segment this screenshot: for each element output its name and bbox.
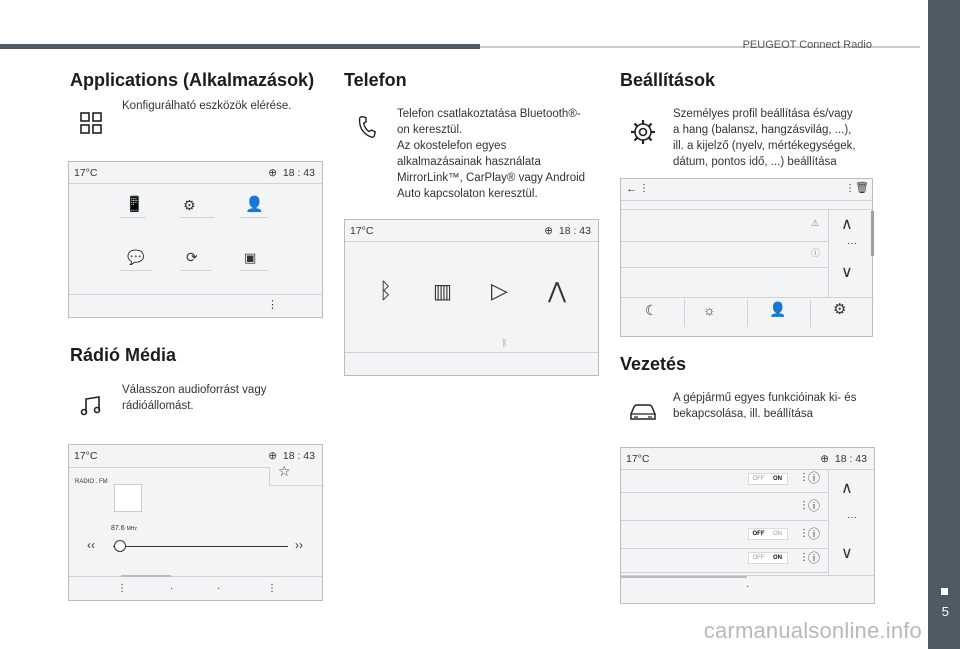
more-icon[interactable]: ⋮	[799, 472, 809, 483]
divider	[121, 217, 146, 218]
android-auto-icon[interactable]: ⋀	[548, 278, 567, 303]
settings-cycle-icon[interactable]: ⟳	[186, 249, 198, 265]
info-icon[interactable]: ⓘ	[808, 471, 821, 485]
music-note-icon	[80, 395, 102, 417]
applications-title: Applications (Alkalmazások)	[70, 70, 315, 90]
header-bar	[0, 44, 480, 49]
temperature: 17°C	[74, 167, 98, 179]
bluetooth-icon[interactable]: ᛒ	[379, 278, 393, 303]
telefon-desc: Telefon csatlakoztatása Bluetooth®- on keresztül. Az okostelefon egyes alkalmazásainak használata MirrorLink™, CarPlay® vagy Android Auto kapcsolaton keresztül.	[397, 108, 586, 200]
mirrorlink-icon[interactable]: ▥	[433, 281, 452, 303]
telefon-title: Telefon	[344, 70, 407, 90]
more-icon[interactable]: ⋮	[799, 528, 809, 539]
radio-desc: Válasszon audioforrást vagy rádióállomást.	[122, 384, 267, 412]
status-bar	[69, 162, 322, 184]
station-artwork	[114, 484, 142, 512]
divider	[269, 467, 270, 485]
settings-screen	[620, 178, 873, 337]
info-icon[interactable]: ⓘ	[808, 551, 821, 565]
gps-icon: ⊕	[820, 453, 830, 465]
clock: ⊕ 18 : 43	[268, 450, 315, 462]
contacts-card-icon[interactable]: ▣	[244, 250, 257, 265]
car-icon	[628, 402, 658, 422]
bluetooth-status-icon: ᛒ	[502, 338, 508, 348]
radio-screen	[68, 444, 323, 601]
tuning-bar[interactable]	[113, 546, 288, 547]
scroll-up-icon[interactable]: ∧	[841, 216, 853, 233]
profile-icon[interactable]: 👤	[769, 301, 787, 317]
dot-icon[interactable]: ·	[746, 581, 750, 592]
gps-icon: ⊕	[268, 167, 278, 179]
feature-toggle[interactable]: OFF ON	[748, 528, 788, 540]
info-icon: ⓘ	[811, 248, 821, 258]
side-strip	[928, 0, 960, 649]
gps-icon: ⊕	[268, 450, 278, 462]
divider	[621, 241, 828, 242]
profile-icon[interactable]: 👤	[245, 196, 264, 213]
page-number: 5	[941, 604, 949, 619]
feature-toggle[interactable]: OFF ON	[748, 552, 788, 564]
page-dots: ···	[847, 238, 857, 249]
divider	[621, 520, 828, 521]
divider	[121, 270, 151, 271]
clock: ⊕ 18 : 43	[544, 225, 591, 237]
temperature: 17°C	[74, 450, 98, 462]
divider	[621, 267, 828, 268]
divider	[269, 485, 324, 486]
seek-back-icon[interactable]: ‹‹	[87, 538, 95, 552]
bottom-bar	[621, 575, 874, 603]
clock: ⊕ 18 : 43	[268, 167, 315, 179]
apps-grid-icon	[80, 112, 102, 134]
moon-icon[interactable]: ☾	[645, 302, 658, 318]
bottom-bar	[69, 576, 322, 600]
tuning-cursor[interactable]	[114, 540, 126, 552]
trip-computer-icon[interactable]: ⚙	[183, 197, 196, 213]
divider	[239, 217, 269, 218]
divider	[181, 270, 211, 271]
phone-icon	[356, 116, 378, 138]
more-icon[interactable]: ⋮	[799, 500, 809, 511]
divider	[621, 297, 874, 298]
page-dots: ···	[847, 512, 857, 523]
bottom-bar	[69, 294, 322, 317]
warning-icon: ⚠	[811, 218, 820, 228]
telefon-screen	[344, 219, 599, 376]
connected-apps-icon[interactable]: 📱	[125, 196, 144, 213]
divider	[828, 470, 829, 576]
tab-indicator	[621, 576, 747, 578]
vezetes-title: Vezetés	[620, 354, 687, 374]
tab-indicator	[121, 575, 171, 577]
help-icon[interactable]: 💬	[127, 249, 145, 265]
status-bar	[621, 179, 872, 201]
day-night-icon[interactable]: ☼	[703, 302, 716, 318]
more-icon[interactable]: ⋮	[799, 552, 809, 563]
clock: ⊕ 18 : 43	[820, 453, 867, 465]
radio-title: Rádió Média	[70, 345, 177, 365]
applications-screen	[68, 161, 323, 318]
star-icon[interactable]: ☆	[278, 463, 291, 479]
divider	[810, 299, 811, 327]
divider	[69, 467, 269, 468]
info-icon[interactable]: ⓘ	[808, 499, 821, 513]
dot-icon[interactable]: ·	[217, 583, 221, 594]
side-marker	[941, 588, 948, 595]
applications-desc: Konfigurálható eszközök elérése.	[122, 100, 292, 112]
divider	[747, 299, 748, 327]
radio-band: RADIO . FM	[75, 479, 108, 485]
divider	[828, 209, 829, 297]
frequency: 87.6 MHz	[111, 525, 137, 532]
dot-icon[interactable]: ·	[170, 583, 174, 594]
temperature: 17°C	[350, 225, 374, 237]
beallitasok-title: Beállítások	[620, 70, 716, 90]
driving-screen	[620, 447, 875, 604]
feature-toggle[interactable]: OFF ON	[748, 473, 788, 485]
divider	[239, 270, 269, 271]
gps-icon: ⊕	[544, 225, 554, 237]
more-icon[interactable]: ⋮	[845, 183, 855, 194]
bottom-bar	[345, 338, 598, 375]
vezetes-desc: A gépjármű egyes funkcióinak ki- és bekapcsolása, ill. beállítása	[673, 392, 857, 420]
settings-gear-icon[interactable]: ⚙	[833, 301, 847, 318]
list-icon[interactable]: ⋮	[117, 583, 127, 594]
trash-icon[interactable]: 🗑	[855, 182, 869, 194]
temperature: 17°C	[626, 453, 650, 465]
beallitasok-desc: Személyes profil beállítása és/vagy a hang (balansz, hangzásvilág, ...), ill. a kijelző (nyelv, mértékegységek, dátum, pontos idő, ...) beállítása	[673, 108, 856, 168]
divider	[684, 299, 685, 327]
divider	[621, 492, 828, 493]
divider	[179, 217, 214, 218]
doc-title: PEUGEOT Connect Radio	[742, 39, 872, 51]
gear-icon	[630, 119, 656, 145]
scroll-down-icon[interactable]: ∨	[841, 264, 853, 281]
scrollbar[interactable]	[871, 211, 874, 256]
back-arrow-icon[interactable]: ←	[626, 183, 637, 195]
carplay-icon[interactable]: ▷	[491, 278, 508, 303]
info-icon[interactable]: ⓘ	[808, 527, 821, 541]
watermark: carmanualsonline.info	[703, 618, 922, 643]
divider	[621, 548, 828, 549]
divider	[621, 209, 874, 210]
seek-forward-icon[interactable]: ››	[295, 538, 303, 552]
status-bar	[621, 448, 874, 470]
scroll-up-icon[interactable]: ∧	[841, 480, 853, 497]
divider	[621, 572, 828, 573]
more-icon[interactable]: ⋮	[639, 183, 649, 194]
more-icon[interactable]: ⋮	[267, 299, 278, 311]
more-icon[interactable]: ⋮	[267, 583, 277, 594]
status-bar	[345, 220, 598, 242]
scroll-down-icon[interactable]: ∨	[841, 545, 853, 562]
